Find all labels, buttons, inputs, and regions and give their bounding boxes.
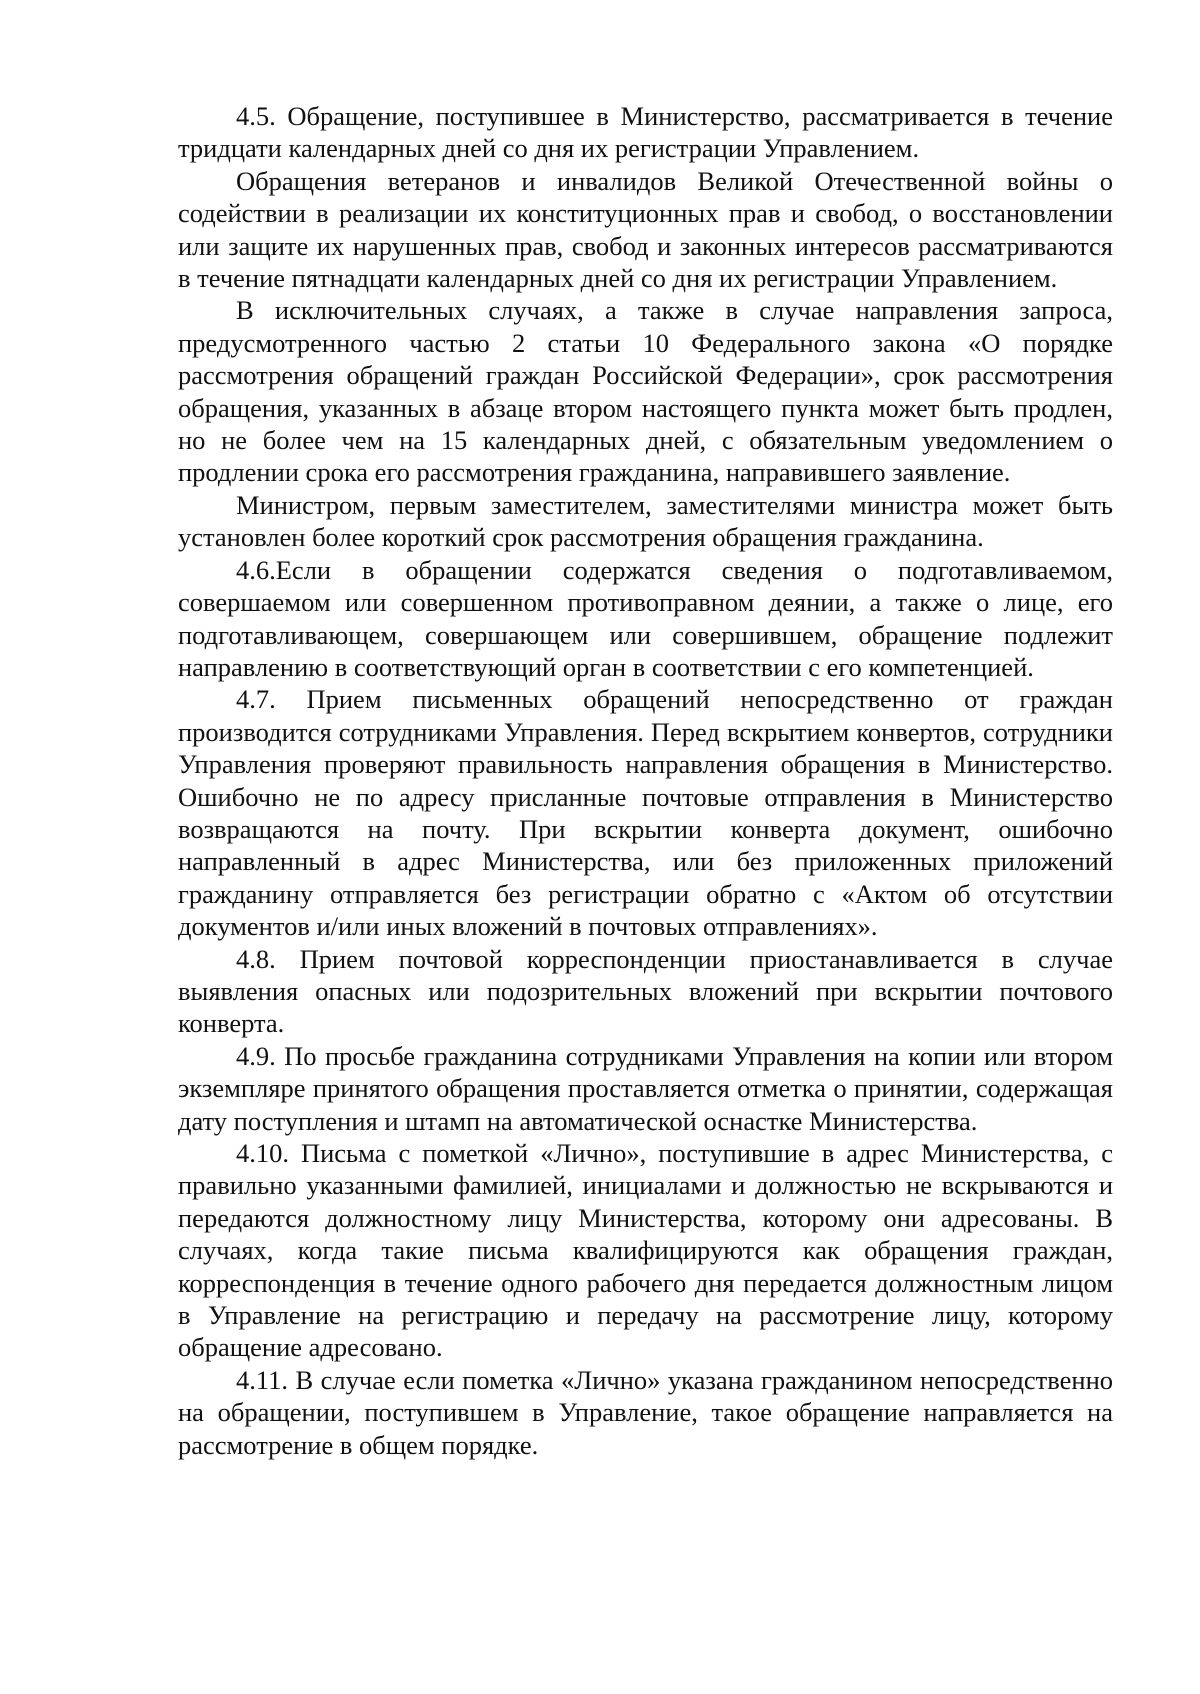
paragraph-4-10: 4.10. Письма с пометкой «Лично», поступившие в адрес Министерства, с правильно указанными фамилией, инициалами и должностью не вскрываются и передаются должностному лицу Министерства, которому они адресованы. В случаях, когда такие письма квалифицируются как обращения граждан, корреспонденция в течение одного рабочего дня передается должностным лицом в Управление на регистрацию и передачу на рассмотрение лицу, которому обращение адресовано. bbox=[178, 1138, 1113, 1363]
paragraph-4-8: 4.8. Прием почтовой корреспонденции приостанавливается в случае выявления опасных или подозрительных вложений при вскрытии почтового конверта. bbox=[178, 943, 1113, 1039]
paragraph-4-5: 4.5. Обращение, поступившее в Министерство, рассматривается в течение тридцати календарных дней со дня их регистрации Управлением. bbox=[178, 101, 1113, 164]
paragraph-4-6: 4.6.Если в обращении содержатся сведения о подготавливаемом, совершаемом или совершенном противоправном деянии, а также о лице, его подготавливающем, совершающем или совершившем, обращение подлежит направлению в соответствующий орган в соответствии с его компетенцией. bbox=[178, 554, 1113, 682]
paragraph-veterans: Обращения ветеранов и инвалидов Великой Отечественной войны о содействии в реализации их конституционных прав и свобод, о восстановлении или защите их нарушенных прав, свобод и законных интересов рассматриваются в течение пятнадцати календарных дней со дня их регистрации Управлением. bbox=[178, 165, 1113, 294]
paragraph-exceptional-cases: В исключительных случаях, а также в случае направления запроса, предусмотренного частью 2 статьи 10 Федерального закона «О порядке рассмотрения обращений граждан Российской Федерации», срок рассмотрения обращения, указанных в абзаце втором настоящего пункта может быть продлен, но не более чем на 15 календарных дней, с обязательным уведомлением о продлении срока его рассмотрения гражданина, направившего заявление. bbox=[178, 295, 1113, 488]
document-body bbox=[178, 100, 1113, 1461]
paragraph-4-11: 4.11. В случае если пометка «Лично» указана гражданином непосредственно на обращении, поступившем в Управление, такое обращение направляется на рассмотрение в общем порядке. bbox=[178, 1364, 1113, 1460]
paragraph-4-9: 4.9. По просьбе гражданина сотрудниками Управления на копии или втором экземпляре принятого обращения проставляется отметка о принятии, содержащая дату поступления и штамп на автоматической оснастке Министерства. bbox=[178, 1040, 1113, 1136]
paragraph-4-7: 4.7. Прием письменных обращений непосредственно от граждан производится сотрудниками Управления. Перед вскрытием конвертов, сотрудники Управления проверяют правильность направления обращения в Министерство. Ошибочно не по адресу присланные почтовые отправления в Министерство возвращаются на почту. При вскрытии конверта документ, ошибочно направленный в адрес Министерства, или без приложенных приложений гражданину отправляется без регистрации обратно с «Актом об отсутствии документов и/или иных вложений в почтовых отправлениях». bbox=[178, 684, 1113, 942]
paragraph-minister-deadline: Министром, первым заместителем, заместителями министра может быть установлен более короткий срок рассмотрения обращения гражданина. bbox=[178, 489, 1113, 553]
